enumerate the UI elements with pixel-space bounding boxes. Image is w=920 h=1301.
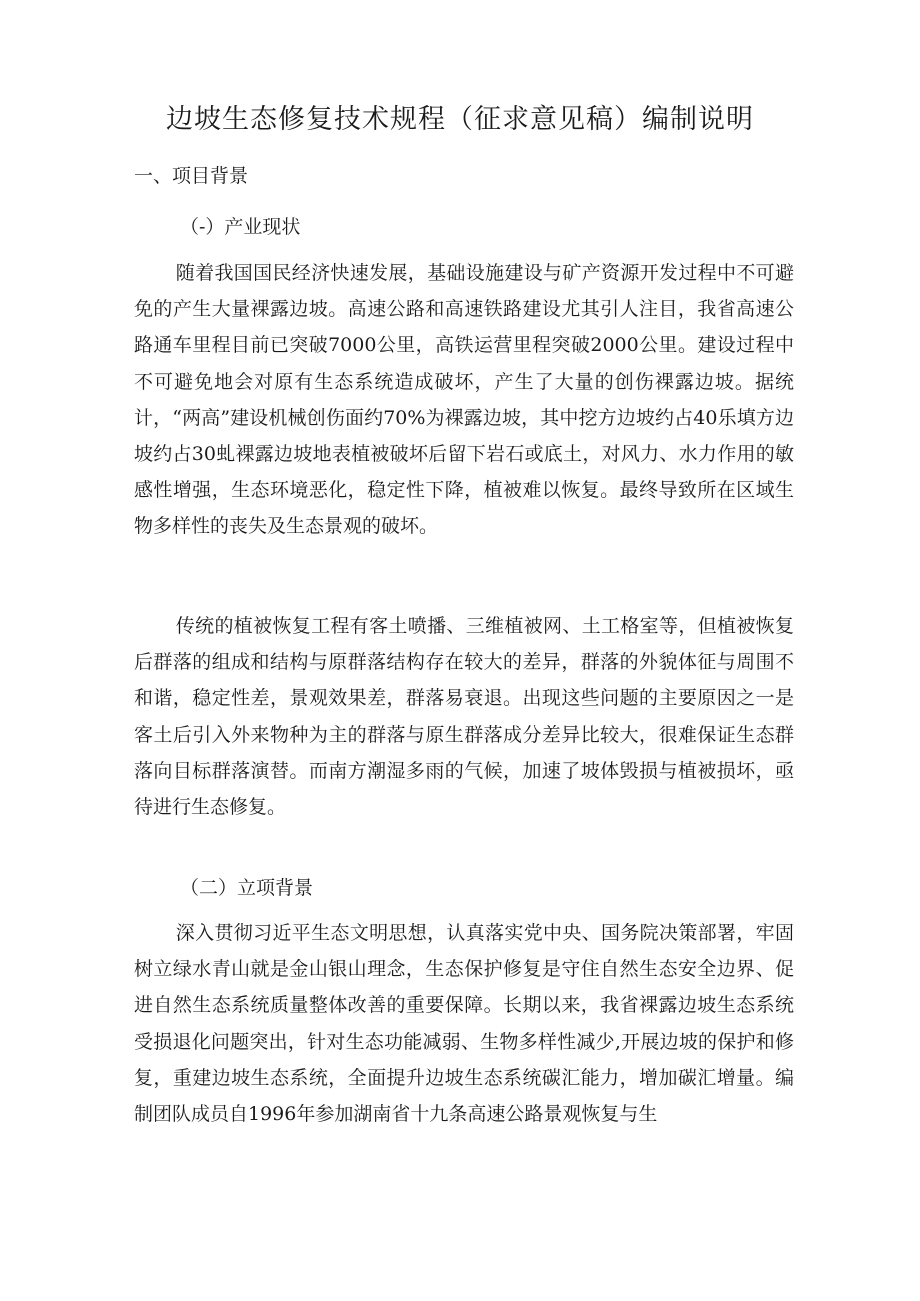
- section-heading-background: 一、项目背景: [134, 165, 249, 187]
- paragraph-industry-status-2: 传统的植被恢复工程有客土喷播、三维植被网、土工格室等，但植被恢复后群落的组成和结构与原群落结构存在较大的差异，群落的外貌体征与周围不和谐，稳定性差，景观效果差，群落易衰退。出现这些问题的主要原因之一是客土后引入外来物种为主的群落与原生群落成分差异比较大，很难保证生态群落向目标群落演替。而南方潮湿多雨的气候，加速了坡体毁损与植被损坏，亟待进行生态修复。: [134, 615, 794, 819]
- subsection-heading-industry-status: （-）产业现状: [180, 216, 301, 238]
- document-title: 边坡生态修复技术规程（征求意见稿）编制说明: [166, 104, 754, 135]
- paragraph-industry-status-1: 随着我国国民经济快速发展，基础设施建设与矿产资源开发过程中不可避免的产生大量裸露边坡。高速公路和高速铁路建设尤其引人注目，我省高速公路通车里程目前已突破7000公里，高铁运营里程突破2000公里。建设过程中不可避免地会对原有生态系统造成破坏，产生了大量的创伤裸露边坡。据统计，“两高”建设机械创伤面约70%为裸露边坡，其中挖方边坡约占40乐填方边坡约占30虬裸露边坡地表植被破坏后留下岩石或底土，对风力、水力作用的敏感性增强，生态环境恶化，稳定性下降，植被难以恢复。最终导致所在区域生物多样性的丧失及生态景观的破坏。: [134, 262, 794, 538]
- subsection-heading-project-background: （二）立项背景: [180, 877, 314, 899]
- paragraph-project-background-1: 深入贯彻习近平生态文明思想，认真落实党中央、国务院决策部署，牢固树立绿水青山就是金山银山理念，生态保护修复是守住自然生态安全边界、促进自然生态系统质量整体改善的重要保障。长期以来，我省裸露边坡生态系统受损退化问题突出，针对生态功能减弱、生物多样性减少,开展边坡的保护和修复，重建边坡生态系统，全面提升边坡生态系统碳汇能力，增加碳汇增量。编制团队成员自1996年参加湖南省十九条高速公路景观恢复与生: [134, 922, 794, 1126]
